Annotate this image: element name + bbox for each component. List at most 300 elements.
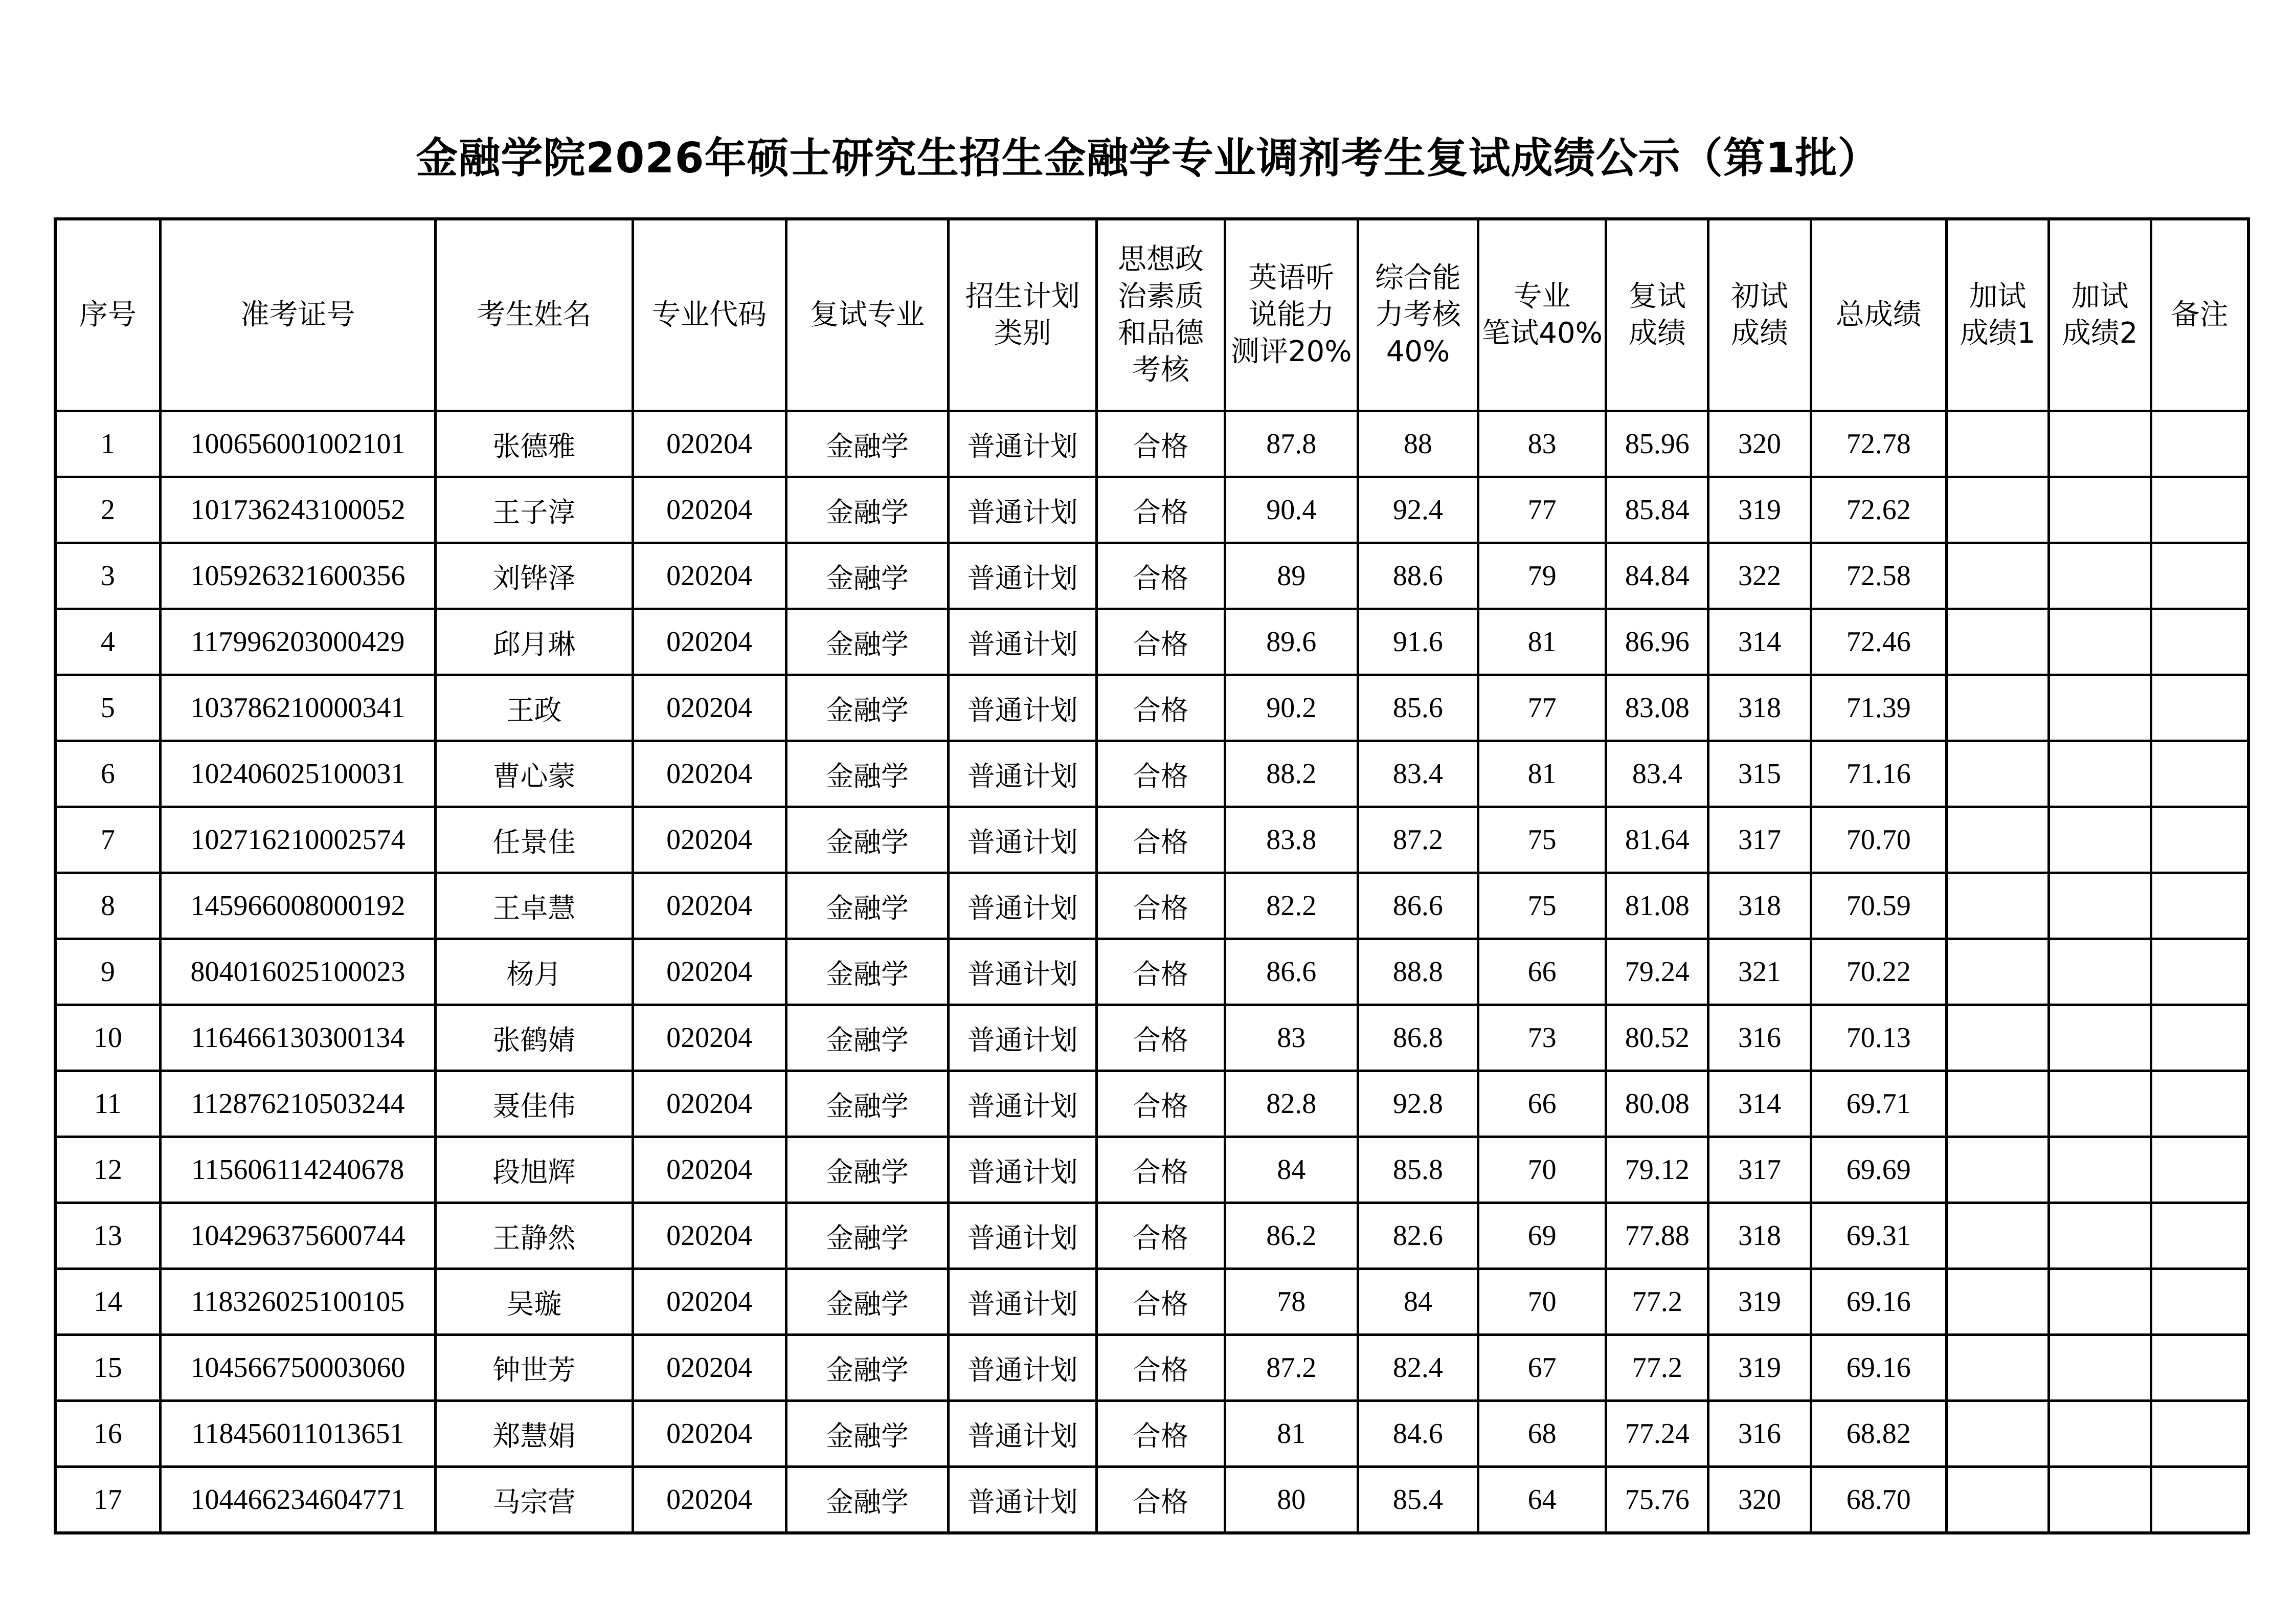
table-row [55, 1005, 2248, 1071]
cell-retest: 81.08 [1606, 873, 1708, 939]
cell-seq: 2 [55, 477, 160, 543]
column-header-line: 成绩1 [1960, 317, 2036, 350]
cell-remark [2151, 1335, 2248, 1401]
cell-retest: 79.12 [1606, 1137, 1708, 1203]
table-row [55, 1467, 2248, 1533]
cell-written: 69 [1478, 1203, 1606, 1269]
cell-written: 68 [1478, 1401, 1606, 1467]
column-header-line: 测评20% [1230, 335, 1352, 368]
cell-name: 曹心蒙 [436, 741, 633, 807]
cell-extra2 [2049, 543, 2151, 609]
header-row [55, 219, 2248, 411]
table-row [55, 477, 2248, 543]
cell-exam-id: 103786210000341 [160, 675, 436, 741]
cell-written: 67 [1478, 1335, 1606, 1401]
cell-exam-id: 104296375600744 [160, 1203, 436, 1269]
table-header [55, 219, 2248, 411]
cell-exam-id: 104466234604771 [160, 1467, 436, 1533]
column-header-remark [2151, 219, 2248, 411]
column-header-line: 加试 [2071, 280, 2129, 313]
cell-extra1 [1946, 543, 2049, 609]
cell-moral: 合格 [1097, 411, 1225, 477]
cell-comprehensive: 82.6 [1358, 1203, 1478, 1269]
cell-total: 69.69 [1811, 1137, 1946, 1203]
cell-prelim: 317 [1708, 807, 1811, 873]
cell-comprehensive: 86.6 [1358, 873, 1478, 939]
table-row [55, 1071, 2248, 1137]
cell-retest: 77.88 [1606, 1203, 1708, 1269]
cell-moral: 合格 [1097, 675, 1225, 741]
cell-total: 68.70 [1811, 1467, 1946, 1533]
cell-retest: 86.96 [1606, 609, 1708, 675]
cell-name: 聂佳伟 [436, 1071, 633, 1137]
cell-plan-type: 普通计划 [949, 1467, 1097, 1533]
cell-exam-id: 112876210503244 [160, 1071, 436, 1137]
cell-seq: 3 [55, 543, 160, 609]
cell-written: 75 [1478, 873, 1606, 939]
cell-name: 王静然 [436, 1203, 633, 1269]
cell-plan-type: 普通计划 [949, 1005, 1097, 1071]
cell-extra2 [2049, 741, 2151, 807]
cell-english: 86.2 [1225, 1203, 1358, 1269]
cell-extra2 [2049, 939, 2151, 1005]
column-header-line: 专业代码 [652, 298, 767, 331]
cell-extra1 [1946, 1005, 2049, 1071]
cell-seq: 4 [55, 609, 160, 675]
cell-moral: 合格 [1097, 1335, 1225, 1401]
cell-written: 75 [1478, 807, 1606, 873]
cell-seq: 10 [55, 1005, 160, 1071]
cell-remark [2151, 1071, 2248, 1137]
cell-major-code: 020204 [633, 1071, 786, 1137]
cell-english: 84 [1225, 1137, 1358, 1203]
cell-english: 89 [1225, 543, 1358, 609]
cell-comprehensive: 84.6 [1358, 1401, 1478, 1467]
cell-extra2 [2049, 1071, 2151, 1137]
cell-major-code: 020204 [633, 411, 786, 477]
cell-seq: 5 [55, 675, 160, 741]
cell-moral: 合格 [1097, 1467, 1225, 1533]
cell-seq: 13 [55, 1203, 160, 1269]
cell-seq: 9 [55, 939, 160, 1005]
column-header-line: 复试 [1628, 280, 1686, 313]
cell-exam-id: 145966008000192 [160, 873, 436, 939]
cell-retest: 81.64 [1606, 807, 1708, 873]
cell-seq: 16 [55, 1401, 160, 1467]
cell-major: 金融学 [786, 1335, 948, 1401]
cell-name: 邱月琳 [436, 609, 633, 675]
cell-written: 70 [1478, 1269, 1606, 1335]
column-header-line: 综合能 [1375, 261, 1461, 295]
cell-prelim: 319 [1708, 1269, 1811, 1335]
cell-exam-id: 105926321600356 [160, 543, 436, 609]
cell-total: 71.16 [1811, 741, 1946, 807]
cell-comprehensive: 84 [1358, 1269, 1478, 1335]
column-header-line: 准考证号 [240, 298, 355, 331]
cell-major: 金融学 [786, 609, 948, 675]
cell-extra1 [1946, 1401, 2049, 1467]
cell-total: 69.16 [1811, 1269, 1946, 1335]
cell-plan-type: 普通计划 [949, 411, 1097, 477]
cell-written: 79 [1478, 543, 1606, 609]
table-row [55, 1137, 2248, 1203]
column-header-line: 英语听 [1248, 261, 1335, 295]
cell-plan-type: 普通计划 [949, 873, 1097, 939]
cell-name: 任景佳 [436, 807, 633, 873]
cell-comprehensive: 92.4 [1358, 477, 1478, 543]
cell-exam-id: 117996203000429 [160, 609, 436, 675]
cell-plan-type: 普通计划 [949, 741, 1097, 807]
cell-extra2 [2049, 1401, 2151, 1467]
table-row [55, 939, 2248, 1005]
cell-retest: 80.08 [1606, 1071, 1708, 1137]
cell-extra2 [2049, 807, 2151, 873]
column-header-line: 加试 [1969, 280, 2027, 313]
cell-moral: 合格 [1097, 1401, 1225, 1467]
cell-major-code: 020204 [633, 1335, 786, 1401]
column-header-line: 和品德 [1117, 317, 1204, 350]
cell-major: 金融学 [786, 1005, 948, 1071]
cell-moral: 合格 [1097, 873, 1225, 939]
cell-comprehensive: 87.2 [1358, 807, 1478, 873]
cell-retest: 84.84 [1606, 543, 1708, 609]
column-header-line: 序号 [79, 298, 137, 331]
cell-major: 金融学 [786, 411, 948, 477]
cell-prelim: 317 [1708, 1137, 1811, 1203]
cell-extra2 [2049, 1335, 2151, 1401]
cell-written: 81 [1478, 609, 1606, 675]
cell-remark [2151, 807, 2248, 873]
column-header-line: 治素质 [1117, 280, 1204, 313]
cell-extra2 [2049, 1269, 2151, 1335]
cell-remark [2151, 609, 2248, 675]
cell-extra1 [1946, 1071, 2049, 1137]
cell-total: 70.13 [1811, 1005, 1946, 1071]
page-title: 金融学院2026年硕士研究生招生金融学专业调剂考生复试成绩公示（第1批） [416, 134, 1880, 183]
cell-moral: 合格 [1097, 1071, 1225, 1137]
cell-written: 77 [1478, 477, 1606, 543]
column-header-prelim [1708, 219, 1811, 411]
cell-seq: 1 [55, 411, 160, 477]
cell-major-code: 020204 [633, 873, 786, 939]
cell-comprehensive: 83.4 [1358, 741, 1478, 807]
cell-plan-type: 普通计划 [949, 1335, 1097, 1401]
cell-extra2 [2049, 675, 2151, 741]
cell-exam-id: 100656001002101 [160, 411, 436, 477]
cell-plan-type: 普通计划 [949, 1401, 1097, 1467]
cell-name: 张德雅 [436, 411, 633, 477]
cell-total: 69.71 [1811, 1071, 1946, 1137]
cell-total: 70.59 [1811, 873, 1946, 939]
cell-plan-type: 普通计划 [949, 1269, 1097, 1335]
column-header-exam-id [160, 219, 436, 411]
cell-retest: 85.84 [1606, 477, 1708, 543]
column-header-line: 专业 [1513, 280, 1571, 313]
cell-remark [2151, 411, 2248, 477]
cell-prelim: 316 [1708, 1401, 1811, 1467]
cell-extra1 [1946, 807, 2049, 873]
cell-english: 78 [1225, 1269, 1358, 1335]
cell-extra2 [2049, 1467, 2151, 1533]
cell-name: 段旭辉 [436, 1137, 633, 1203]
cell-name: 王政 [436, 675, 633, 741]
cell-seq: 17 [55, 1467, 160, 1533]
cell-remark [2151, 675, 2248, 741]
cell-major: 金融学 [786, 477, 948, 543]
cell-english: 86.6 [1225, 939, 1358, 1005]
cell-retest: 80.52 [1606, 1005, 1708, 1071]
cell-total: 72.62 [1811, 477, 1946, 543]
cell-major-code: 020204 [633, 1203, 786, 1269]
table-row [55, 807, 2248, 873]
cell-seq: 15 [55, 1335, 160, 1401]
cell-seq: 11 [55, 1071, 160, 1137]
cell-written: 70 [1478, 1137, 1606, 1203]
cell-major-code: 020204 [633, 807, 786, 873]
cell-comprehensive: 88.6 [1358, 543, 1478, 609]
cell-total: 71.39 [1811, 675, 1946, 741]
cell-total: 68.82 [1811, 1401, 1946, 1467]
cell-prelim: 322 [1708, 543, 1811, 609]
column-header-line: 考生姓名 [477, 298, 592, 331]
cell-extra1 [1946, 1269, 2049, 1335]
cell-name: 郑慧娟 [436, 1401, 633, 1467]
column-header-seq [55, 219, 160, 411]
cell-retest: 77.2 [1606, 1335, 1708, 1401]
cell-extra1 [1946, 1203, 2049, 1269]
cell-english: 88.2 [1225, 741, 1358, 807]
cell-retest: 83.08 [1606, 675, 1708, 741]
cell-extra2 [2049, 1203, 2151, 1269]
cell-written: 66 [1478, 939, 1606, 1005]
cell-remark [2151, 1269, 2248, 1335]
cell-name: 王子淳 [436, 477, 633, 543]
column-header-line: 备注 [2171, 298, 2229, 331]
cell-name: 王卓慧 [436, 873, 633, 939]
cell-retest: 83.4 [1606, 741, 1708, 807]
cell-name: 马宗营 [436, 1467, 633, 1533]
cell-extra1 [1946, 1137, 2049, 1203]
cell-moral: 合格 [1097, 1137, 1225, 1203]
cell-exam-id: 116466130300134 [160, 1005, 436, 1071]
cell-total: 70.22 [1811, 939, 1946, 1005]
column-header-line: 初试 [1731, 280, 1788, 313]
cell-prelim: 321 [1708, 939, 1811, 1005]
table-row [55, 609, 2248, 675]
cell-extra1 [1946, 939, 2049, 1005]
column-header-extra1 [1946, 219, 2049, 411]
column-header-line: 笔试40% [1481, 317, 1603, 350]
cell-english: 80 [1225, 1467, 1358, 1533]
cell-remark [2151, 477, 2248, 543]
cell-major-code: 020204 [633, 1467, 786, 1533]
cell-major-code: 020204 [633, 1137, 786, 1203]
cell-remark [2151, 1005, 2248, 1071]
cell-major: 金融学 [786, 807, 948, 873]
column-header-line: 成绩 [1731, 317, 1788, 350]
column-header-line: 说能力 [1248, 298, 1335, 331]
cell-major-code: 020204 [633, 609, 786, 675]
cell-seq: 14 [55, 1269, 160, 1335]
column-header-written [1478, 219, 1606, 411]
cell-major-code: 020204 [633, 477, 786, 543]
cell-major: 金融学 [786, 873, 948, 939]
cell-major: 金融学 [786, 1401, 948, 1467]
cell-english: 83 [1225, 1005, 1358, 1071]
cell-exam-id: 101736243100052 [160, 477, 436, 543]
cell-plan-type: 普通计划 [949, 1071, 1097, 1137]
cell-exam-id: 104566750003060 [160, 1335, 436, 1401]
cell-retest: 77.2 [1606, 1269, 1708, 1335]
cell-moral: 合格 [1097, 939, 1225, 1005]
cell-prelim: 318 [1708, 873, 1811, 939]
table-row [55, 1203, 2248, 1269]
cell-english: 82.2 [1225, 873, 1358, 939]
column-header-line: 考核 [1132, 353, 1189, 387]
table-row [55, 741, 2248, 807]
cell-major-code: 020204 [633, 1005, 786, 1071]
cell-prelim: 314 [1708, 1071, 1811, 1137]
cell-comprehensive: 88.8 [1358, 939, 1478, 1005]
cell-exam-id: 118456011013651 [160, 1401, 436, 1467]
cell-extra1 [1946, 675, 2049, 741]
cell-prelim: 315 [1708, 741, 1811, 807]
cell-total: 69.16 [1811, 1335, 1946, 1401]
cell-moral: 合格 [1097, 609, 1225, 675]
column-header-line: 总成绩 [1835, 298, 1922, 331]
table-row [55, 543, 2248, 609]
cell-written: 83 [1478, 411, 1606, 477]
cell-extra1 [1946, 1467, 2049, 1533]
table-body [55, 411, 2248, 1533]
cell-comprehensive: 92.8 [1358, 1071, 1478, 1137]
cell-prelim: 320 [1708, 411, 1811, 477]
column-header-comprehensive [1358, 219, 1478, 411]
cell-retest: 75.76 [1606, 1467, 1708, 1533]
cell-extra1 [1946, 411, 2049, 477]
cell-name: 吴璇 [436, 1269, 633, 1335]
cell-seq: 7 [55, 807, 160, 873]
cell-english: 83.8 [1225, 807, 1358, 873]
cell-major: 金融学 [786, 1137, 948, 1203]
cell-comprehensive: 82.4 [1358, 1335, 1478, 1401]
column-header-line: 类别 [994, 317, 1051, 350]
cell-extra2 [2049, 1137, 2151, 1203]
cell-prelim: 320 [1708, 1467, 1811, 1533]
column-header-retest [1606, 219, 1708, 411]
cell-exam-id: 102716210002574 [160, 807, 436, 873]
cell-plan-type: 普通计划 [949, 543, 1097, 609]
cell-moral: 合格 [1097, 1269, 1225, 1335]
cell-major: 金融学 [786, 1071, 948, 1137]
cell-name: 杨月 [436, 939, 633, 1005]
cell-plan-type: 普通计划 [949, 807, 1097, 873]
cell-english: 89.6 [1225, 609, 1358, 675]
cell-moral: 合格 [1097, 1005, 1225, 1071]
cell-major-code: 020204 [633, 939, 786, 1005]
cell-major: 金融学 [786, 1203, 948, 1269]
cell-written: 64 [1478, 1467, 1606, 1533]
cell-remark [2151, 1401, 2248, 1467]
cell-remark [2151, 1467, 2248, 1533]
column-header-extra2 [2049, 219, 2151, 411]
column-header-line: 成绩2 [2062, 317, 2138, 350]
cell-remark [2151, 1137, 2248, 1203]
cell-total: 72.46 [1811, 609, 1946, 675]
cell-written: 73 [1478, 1005, 1606, 1071]
cell-written: 66 [1478, 1071, 1606, 1137]
cell-extra1 [1946, 609, 2049, 675]
score-table [54, 217, 2250, 1534]
cell-major-code: 020204 [633, 1401, 786, 1467]
cell-retest: 79.24 [1606, 939, 1708, 1005]
column-header-name [436, 219, 633, 411]
cell-prelim: 318 [1708, 1203, 1811, 1269]
cell-remark [2151, 543, 2248, 609]
cell-plan-type: 普通计划 [949, 1203, 1097, 1269]
cell-major: 金融学 [786, 741, 948, 807]
cell-english: 90.2 [1225, 675, 1358, 741]
cell-major-code: 020204 [633, 741, 786, 807]
column-header-line: 力考核 [1375, 298, 1461, 331]
cell-english: 81 [1225, 1401, 1358, 1467]
cell-plan-type: 普通计划 [949, 675, 1097, 741]
cell-moral: 合格 [1097, 1203, 1225, 1269]
cell-extra2 [2049, 1005, 2151, 1071]
cell-moral: 合格 [1097, 477, 1225, 543]
cell-retest: 85.96 [1606, 411, 1708, 477]
column-header-line: 40% [1386, 335, 1450, 368]
cell-prelim: 319 [1708, 477, 1811, 543]
cell-exam-id: 102406025100031 [160, 741, 436, 807]
table-row [55, 411, 2248, 477]
cell-name: 刘铧泽 [436, 543, 633, 609]
cell-major: 金融学 [786, 1467, 948, 1533]
cell-comprehensive: 86.8 [1358, 1005, 1478, 1071]
cell-comprehensive: 88 [1358, 411, 1478, 477]
cell-total: 72.58 [1811, 543, 1946, 609]
cell-major: 金融学 [786, 1269, 948, 1335]
column-header-total [1811, 219, 1946, 411]
cell-plan-type: 普通计划 [949, 609, 1097, 675]
cell-extra1 [1946, 1335, 2049, 1401]
cell-prelim: 318 [1708, 675, 1811, 741]
cell-extra2 [2049, 411, 2151, 477]
table-row [55, 1269, 2248, 1335]
cell-seq: 6 [55, 741, 160, 807]
cell-remark [2151, 1203, 2248, 1269]
cell-english: 90.4 [1225, 477, 1358, 543]
cell-english: 87.8 [1225, 411, 1358, 477]
column-header-english [1225, 219, 1358, 411]
cell-prelim: 314 [1708, 609, 1811, 675]
cell-major: 金融学 [786, 543, 948, 609]
table-row [55, 1401, 2248, 1467]
cell-total: 70.70 [1811, 807, 1946, 873]
cell-comprehensive: 85.4 [1358, 1467, 1478, 1533]
cell-exam-id: 804016025100023 [160, 939, 436, 1005]
cell-name: 张鹤婧 [436, 1005, 633, 1071]
table-row [55, 1335, 2248, 1401]
cell-total: 69.31 [1811, 1203, 1946, 1269]
cell-remark [2151, 873, 2248, 939]
cell-written: 81 [1478, 741, 1606, 807]
cell-major: 金融学 [786, 675, 948, 741]
table-row [55, 675, 2248, 741]
cell-english: 82.8 [1225, 1071, 1358, 1137]
table-row [55, 873, 2248, 939]
cell-extra1 [1946, 741, 2049, 807]
